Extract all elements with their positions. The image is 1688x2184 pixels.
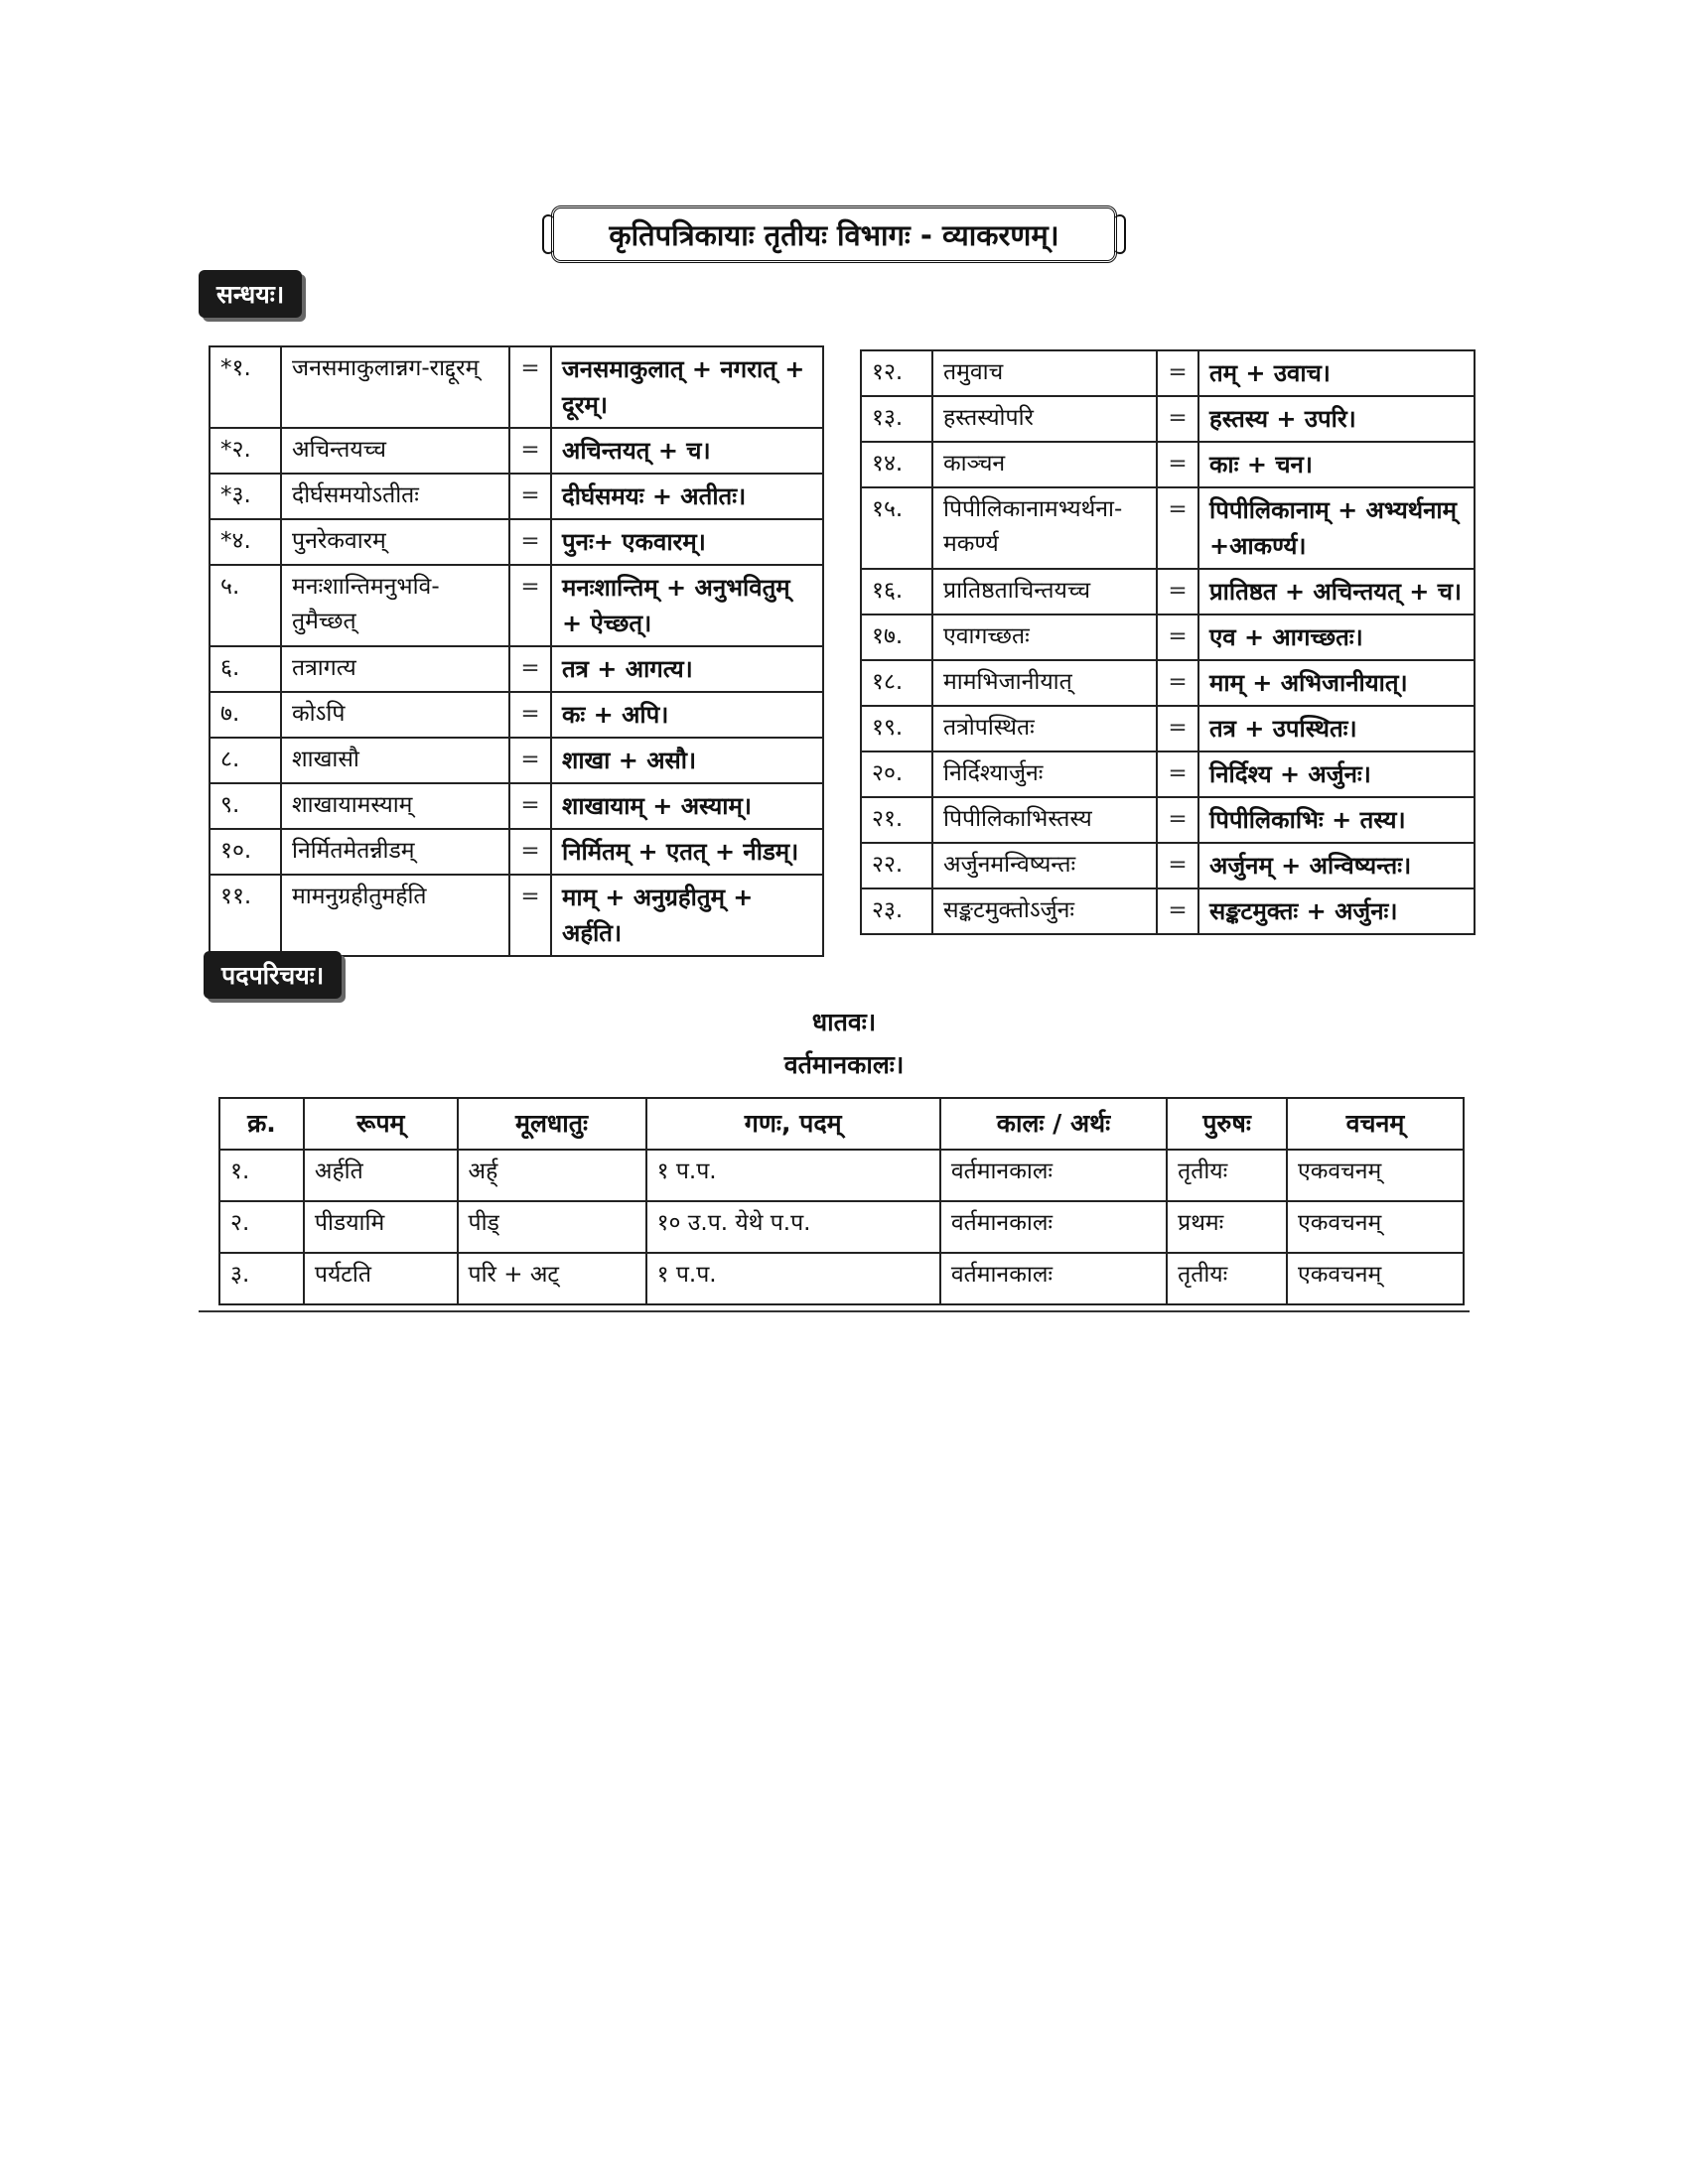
sandhi-split: पुनः+ एकवारम्। xyxy=(551,519,823,565)
sandhi-split: मनःशान्तिम् + अनुभवितुम् + ऐच्छत्। xyxy=(551,565,823,646)
equals-sign: = xyxy=(1157,569,1198,614)
table-cell: परि + अट् xyxy=(458,1253,646,1304)
table-row xyxy=(219,1253,1464,1304)
sandhi-word: तत्रागत्य xyxy=(281,646,509,692)
sandhi-word: कोऽपि xyxy=(281,692,509,738)
dhatu-heading: धातवः। xyxy=(811,1008,877,1036)
sandhi-word: दीर्घसमयोऽतीतः xyxy=(281,474,509,519)
table-row xyxy=(219,1201,1464,1253)
sandhi-number: ९. xyxy=(210,783,281,829)
table-cell: पीडयामि xyxy=(304,1201,458,1253)
sandhi-number: ११. xyxy=(210,875,281,956)
sandhi-split: पिपीलिकाभिः + तस्य। xyxy=(1198,797,1475,843)
table-cell: ३. xyxy=(219,1253,304,1304)
sandhi-table-left xyxy=(209,345,824,957)
table-cell: एकवचनम् xyxy=(1287,1150,1464,1201)
table-cell: वर्तमानकालः xyxy=(940,1201,1167,1253)
table-cell: २. xyxy=(219,1201,304,1253)
sandhi-number: २१. xyxy=(861,797,932,843)
sandhi-number: २३. xyxy=(861,888,932,934)
sandhi-number: १७. xyxy=(861,614,932,660)
table-cell: एकवचनम् xyxy=(1287,1201,1464,1253)
sandhi-row xyxy=(210,692,823,738)
page-title: कृतिपत्रिकायाः तृतीयः विभागः - व्याकरणम्। xyxy=(551,205,1117,263)
column-header: मूलधातुः xyxy=(458,1098,646,1150)
sandhi-number: १८. xyxy=(861,660,932,706)
sandhi-word: काञ्चन xyxy=(932,442,1157,487)
sandhi-row xyxy=(210,783,823,829)
equals-sign: = xyxy=(1157,843,1198,888)
table-row xyxy=(219,1150,1464,1201)
sandhi-number: १९. xyxy=(861,706,932,751)
sandhi-split: निर्दिश्य + अर्जुनः। xyxy=(1198,751,1475,797)
sandhi-word: निर्मितमेतन्नीडम् xyxy=(281,829,509,875)
equals-sign: = xyxy=(1157,706,1198,751)
equals-sign: = xyxy=(1157,487,1198,569)
equals-sign: = xyxy=(509,474,551,519)
sandhi-word: पुनरेकवारम् xyxy=(281,519,509,565)
sandhi-number: १४. xyxy=(861,442,932,487)
sandhi-row xyxy=(210,565,823,646)
dhatu-table xyxy=(218,1097,1465,1305)
equals-sign: = xyxy=(509,346,551,428)
sandhi-row xyxy=(210,738,823,783)
sandhi-word: एवागच्छतः xyxy=(932,614,1157,660)
sandhi-split: निर्मितम् + एतत् + नीडम्। xyxy=(551,829,823,875)
sandhi-row xyxy=(861,797,1475,843)
table-cell: पीड् xyxy=(458,1201,646,1253)
sandhi-split: माम् + अभिजानीयात्। xyxy=(1198,660,1475,706)
sandhi-split: सङ्कटमुक्तः + अर्जुनः। xyxy=(1198,888,1475,934)
sandhi-word: मामनुग्रहीतुमर्हति xyxy=(281,875,509,956)
sandhi-split: प्रातिष्ठत + अचिन्तयत् + च। xyxy=(1198,569,1475,614)
column-header: गणः, पदम् xyxy=(646,1098,940,1150)
equals-sign: = xyxy=(1157,396,1198,442)
sandhi-number: १६. xyxy=(861,569,932,614)
sandhi-split: दीर्घसमयः + अतीतः। xyxy=(551,474,823,519)
sandhi-word: मनःशान्तिमनुभवि-तुमैच्छत् xyxy=(281,565,509,646)
column-header: वचनम् xyxy=(1287,1098,1464,1150)
equals-sign: = xyxy=(509,829,551,875)
sandhi-word: प्रातिष्ठताचिन्तयच्च xyxy=(932,569,1157,614)
table-cell: वर्तमानकालः xyxy=(940,1253,1167,1304)
sandhi-split: तम् + उवाच। xyxy=(1198,350,1475,396)
sandhi-row xyxy=(210,875,823,956)
sandhi-number: ७. xyxy=(210,692,281,738)
sandhi-row xyxy=(861,442,1475,487)
sandhi-split: अचिन्तयत् + च। xyxy=(551,428,823,474)
sandhi-number: ५. xyxy=(210,565,281,646)
sandhi-word: मामभिजानीयात् xyxy=(932,660,1157,706)
sandhi-split: हस्तस्य + उपरि। xyxy=(1198,396,1475,442)
equals-sign: = xyxy=(1157,614,1198,660)
bottom-rule xyxy=(199,1310,1470,1312)
sandhi-word: पिपीलिकानामभ्यर्थना-मकर्ण्य xyxy=(932,487,1157,569)
sandhi-split: शाखा + असौ। xyxy=(551,738,823,783)
table-cell: तृतीयः xyxy=(1167,1253,1287,1304)
sandhi-row xyxy=(210,474,823,519)
sandhi-word: सङ्कटमुक्तोऽर्जुनः xyxy=(932,888,1157,934)
sandhi-split: पिपीलिकानाम् + अभ्यर्थनाम् +आकर्ण्य। xyxy=(1198,487,1475,569)
sandhi-row xyxy=(861,843,1475,888)
equals-sign: = xyxy=(1157,888,1198,934)
equals-sign: = xyxy=(509,519,551,565)
sandhi-split: शाखायाम् + अस्याम्। xyxy=(551,783,823,829)
sandhi-row xyxy=(861,660,1475,706)
sandhi-word: निर्दिश्यार्जुनः xyxy=(932,751,1157,797)
sandhi-row xyxy=(210,428,823,474)
table-cell: अर्ह् xyxy=(458,1150,646,1201)
sandhi-word: जनसमाकुलान्नग-राद्दूरम् xyxy=(281,346,509,428)
sandhi-split: काः + चन। xyxy=(1198,442,1475,487)
sandhi-number: *२. xyxy=(210,428,281,474)
table-cell: १ प.प. xyxy=(646,1253,940,1304)
sandhi-number: *४. xyxy=(210,519,281,565)
column-header: क्र. xyxy=(219,1098,304,1150)
equals-sign: = xyxy=(509,875,551,956)
table-cell: १ प.प. xyxy=(646,1150,940,1201)
sandhi-number: १०. xyxy=(210,829,281,875)
sandhi-number: १३. xyxy=(861,396,932,442)
sandhi-word: तत्रोपस्थितः xyxy=(932,706,1157,751)
sandhi-row xyxy=(210,346,823,428)
sandhi-number: १२. xyxy=(861,350,932,396)
equals-sign: = xyxy=(509,646,551,692)
sandhi-word: पिपीलिकाभिस्तस्य xyxy=(932,797,1157,843)
table-cell: वर्तमानकालः xyxy=(940,1150,1167,1201)
sandhi-word: हस्तस्योपरि xyxy=(932,396,1157,442)
sandhi-row xyxy=(210,519,823,565)
sandhi-row xyxy=(861,350,1475,396)
equals-sign: = xyxy=(509,738,551,783)
equals-sign: = xyxy=(1157,442,1198,487)
column-header: पुरुषः xyxy=(1167,1098,1287,1150)
equals-sign: = xyxy=(1157,660,1198,706)
tense-heading: वर्तमानकालः। xyxy=(783,1050,905,1079)
sandhi-table-right xyxy=(860,349,1476,935)
sandhi-row xyxy=(861,396,1475,442)
sandhi-number: ८. xyxy=(210,738,281,783)
sandhi-word: तमुवाच xyxy=(932,350,1157,396)
sandhi-split: जनसमाकुलात् + नगरात् + दूरम्। xyxy=(551,346,823,428)
equals-sign: = xyxy=(509,565,551,646)
equals-sign: = xyxy=(1157,350,1198,396)
sandhi-section-label: सन्धयः। xyxy=(199,270,302,318)
column-header: कालः / अर्थः xyxy=(940,1098,1167,1150)
sandhi-split: तत्र + आगत्य। xyxy=(551,646,823,692)
sandhi-split: कः + अपि। xyxy=(551,692,823,738)
sandhi-number: *१. xyxy=(210,346,281,428)
sandhi-row xyxy=(861,888,1475,934)
equals-sign: = xyxy=(1157,797,1198,843)
table-cell: १० उ.प. येथे प.प. xyxy=(646,1201,940,1253)
table-cell: अर्हति xyxy=(304,1150,458,1201)
equals-sign: = xyxy=(1157,751,1198,797)
sandhi-split: एव + आगच्छतः। xyxy=(1198,614,1475,660)
sandhi-number: २०. xyxy=(861,751,932,797)
sandhi-row xyxy=(210,829,823,875)
sandhi-number: *३. xyxy=(210,474,281,519)
sandhi-row xyxy=(861,614,1475,660)
padaparichaya-section-label: पदपरिचयः। xyxy=(204,951,342,999)
sandhi-word: अचिन्तयच्च xyxy=(281,428,509,474)
equals-sign: = xyxy=(509,692,551,738)
sandhi-number: १५. xyxy=(861,487,932,569)
sandhi-row xyxy=(861,706,1475,751)
sandhi-split: तत्र + उपस्थितः। xyxy=(1198,706,1475,751)
sandhi-word: अर्जुनमन्विष्यन्तः xyxy=(932,843,1157,888)
table-cell: प्रथमः xyxy=(1167,1201,1287,1253)
table-cell: पर्यटति xyxy=(304,1253,458,1304)
sandhi-word: शाखायामस्याम् xyxy=(281,783,509,829)
equals-sign: = xyxy=(509,428,551,474)
sandhi-row xyxy=(861,569,1475,614)
column-header: रूपम् xyxy=(304,1098,458,1150)
table-cell: तृतीयः xyxy=(1167,1150,1287,1201)
sandhi-row xyxy=(210,646,823,692)
sandhi-number: २२. xyxy=(861,843,932,888)
sandhi-row xyxy=(861,751,1475,797)
sandhi-split: माम् + अनुग्रहीतुम् + अर्हति। xyxy=(551,875,823,956)
sandhi-split: अर्जुनम् + अन्विष्यन्तः। xyxy=(1198,843,1475,888)
table-cell: एकवचनम् xyxy=(1287,1253,1464,1304)
sandhi-number: ६. xyxy=(210,646,281,692)
table-cell: १. xyxy=(219,1150,304,1201)
equals-sign: = xyxy=(509,783,551,829)
sandhi-word: शाखासौ xyxy=(281,738,509,783)
sandhi-row xyxy=(861,487,1475,569)
